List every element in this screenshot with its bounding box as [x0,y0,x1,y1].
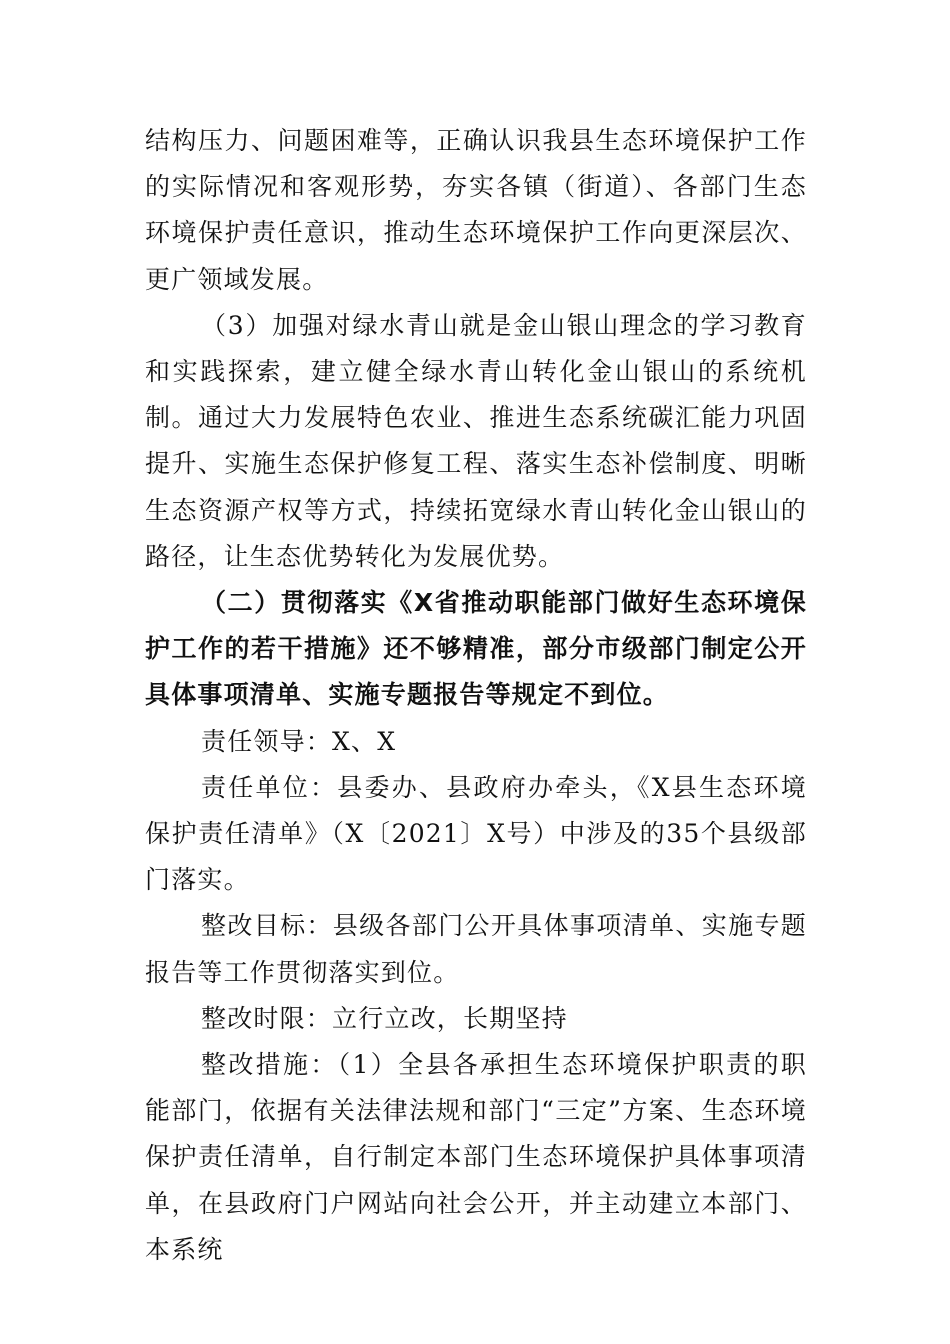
document-body [145,118,807,1273]
responsible-leader: 责任领导：X、X [201,726,397,756]
responsible-unit: 责任单位：县委办、县政府办牵头，《X县生态环境保护责任清单》（X〔2021〕X号）中涉及的35个县级部门落实。 [145,772,807,895]
paragraph-item-3: （3）加强对绿水青山就是金山银山理念的学习教育和实践探索，建立健全绿水青山转化金山银山的系统机制。通过大力发展特色农业、推进生态系统碳汇能力巩固提升、实施生态保护修复工程、落实生态补偿制度、明晰生态资源产权等方式，持续拓宽绿水青山转化金山银山的路径，让生态优势转化为发展优势。 [145,310,807,571]
rectification-goal: 整改目标：县级各部门公开具体事项清单、实施专题报告等工作贯彻落实到位。 [145,911,807,987]
rectification-measures: 整改措施：（1）全县各承担生态环境保护职责的职能部门，依据有关法律法规和部门“三定”方案、生态环境保护责任清单，自行制定本部门生态环境保护具体事项清单，在县政府门户网站向社会公开，并主动建立本部门、本系统 [145,1050,807,1264]
section-heading-2: （二）贯彻落实《X省推动职能部门做好生态环境保护工作的若干措施》还不够精准，部分市级部门制定公开具体事项清单、实施专题报告等规定不到位。 [145,588,807,710]
rectification-deadline: 整改时限：立行立改，长期坚持 [201,1003,568,1033]
paragraph-continuation: 结构压力、问题困难等，正确认识我县生态环境保护工作的实际情况和客观形势，夯实各镇（街道）、各部门生态环境保护责任意识，推动生态环境保护工作向更深层次、更广领域发展。 [145,126,807,294]
